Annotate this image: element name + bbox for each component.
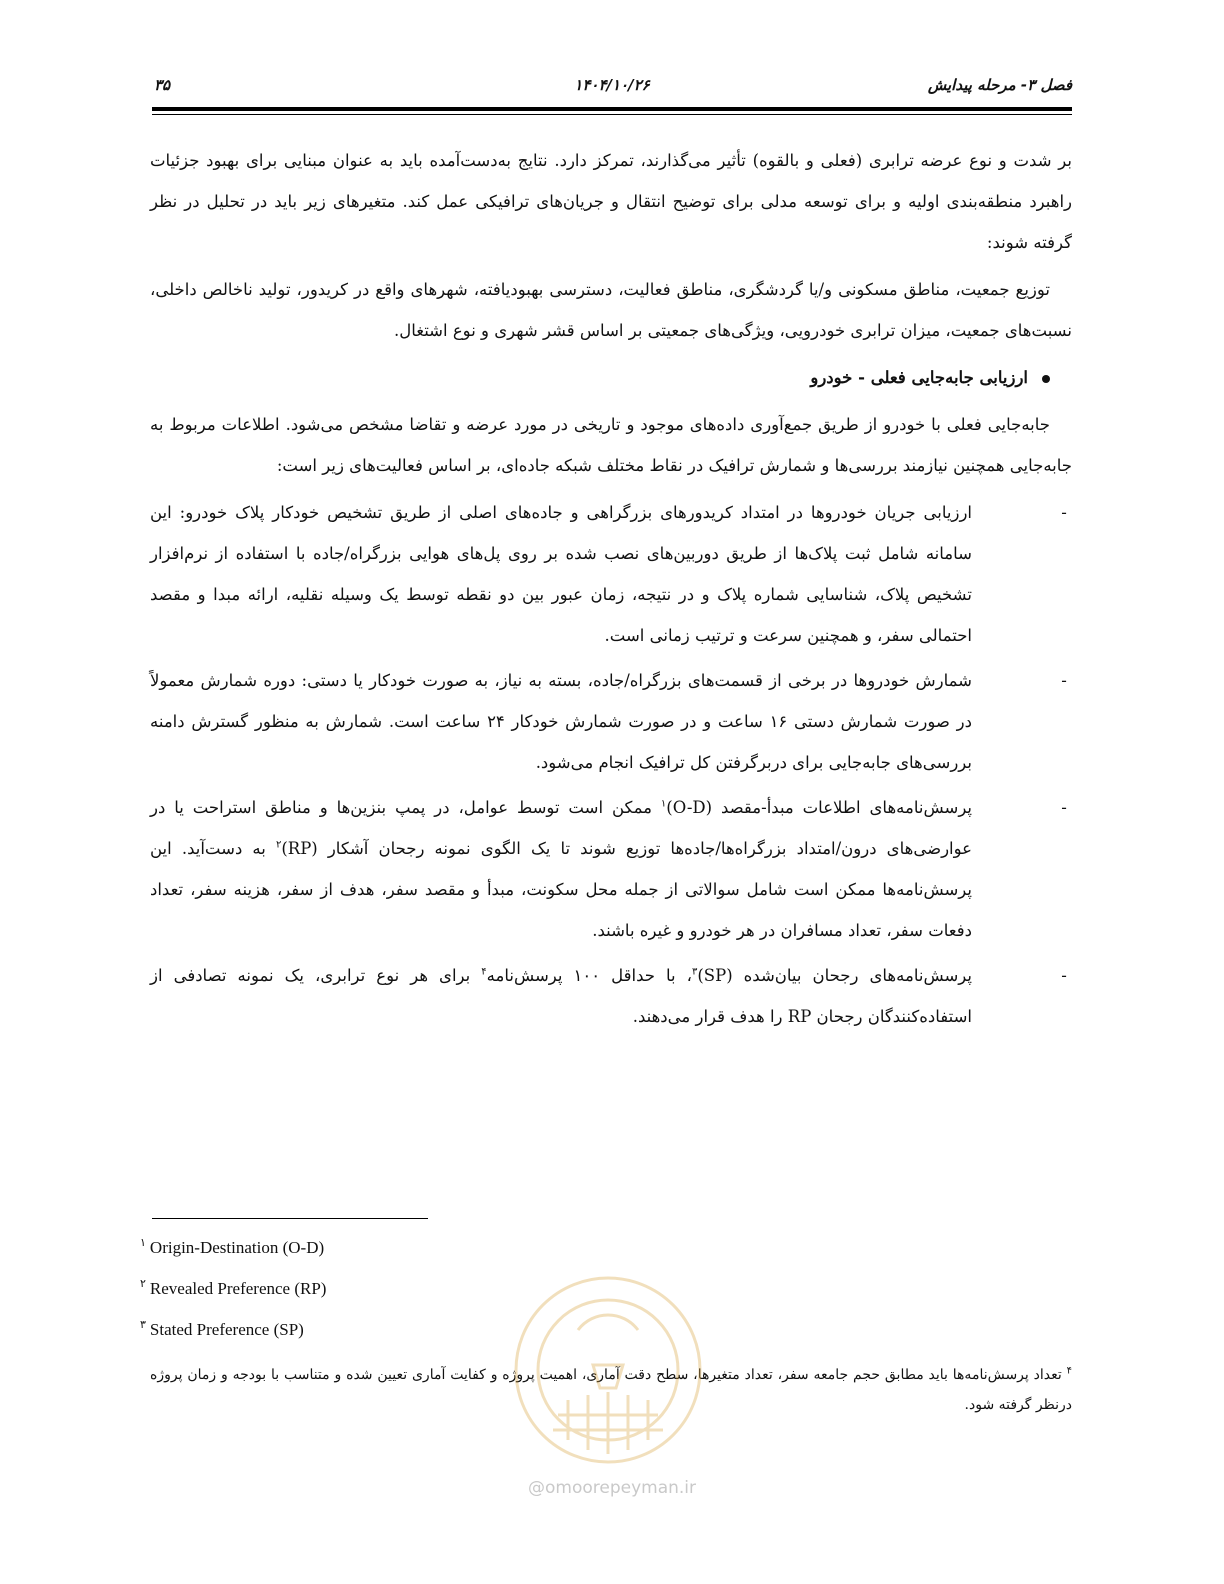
bullet-heading	[150, 357, 1072, 398]
bullet-heading-text: ارزیابی جابه‌جایی فعلی - خودرو	[810, 368, 1028, 387]
footnote-1	[140, 1238, 324, 1258]
footnote-text: Origin-Destination (O-D)	[149, 1238, 325, 1257]
paragraph: جابه‌جایی فعلی با خودرو از طریق جمع‌آوری داده‌های موجود و تاریخی در مورد عرضه و تقاضا مشخص می‌شود. اطلاعات مربوط به جابه‌جایی همچنین نیازمند بررسی‌ها و شمارش ترافیک در نقاط مختلف شبکه جاده‌ای، بر اساس فعالیت‌های زیر است:	[150, 415, 1072, 475]
footnote-ref: ۴	[481, 966, 487, 978]
list-item-text: ممکن است توسط عوامل، در پمپ بنزین‌ها و مناطق استراحت یا در عوارضی‌های درون/امتداد بزرگراه‌ها/جاده‌ها توزیع شوند تا یک الگوی نمونه رجحان آشکار (RP)	[150, 798, 973, 858]
bullet-icon	[1042, 375, 1050, 383]
page-header	[152, 76, 1072, 102]
footnote-number: ۴	[1066, 1365, 1072, 1377]
list-item-text: ، با حداقل ۱۰۰ پرسش‌نامه	[486, 966, 692, 985]
paragraph: بر شدت و نوع عرضه ترابری (فعلی و بالقوه) تأثیر می‌گذارند، تمرکز دارد. نتایج به‌دست‌آمده باید به عنوان مبنایی برای بهبود جزئیات راهبرد منطقه‌بندی اولیه و برای توسعه مدلی برای توضیح انتقال و جریان‌های ترافیکی عمل کند. متغیرهای زیر باید در تحلیل در نظر گرفته شوند:	[150, 151, 1072, 252]
list-item	[150, 787, 1067, 951]
footnote-ref: ۱	[660, 798, 667, 810]
header-date: ۱۴۰۴/۱۰/۲۶	[574, 76, 650, 94]
header-rule-thin	[152, 114, 1072, 115]
footnote-text: Revealed Preference (RP)	[149, 1279, 327, 1298]
list-item-text: ارزیابی جریان خودروها در امتداد کریدورهای بزرگراهی و جاده‌های اصلی از طریق تشخیص خودکار پلاک خودرو: این سامانه شامل ثبت پلاک‌ها از طریق دوربین‌های نصب شده بر روی پل‌های هوایی بزرگراه/جاده با استفاده از نرم‌افزار تشخیص پلاک، شناسایی شماره پلاک و در نتیجه، زمان عبور بین دو نقطه توسط یک وسیله نقلیه، ارائه مبدا و مقصد احتمالی سفر، و همچنین سرعت و ترتیب زمانی است.	[150, 503, 972, 645]
header-rule-thick	[152, 107, 1072, 111]
dash-marker: -	[1061, 503, 1067, 522]
footnote-number: ۱	[140, 1237, 146, 1250]
paragraph: توزیع جمعیت، مناطق مسکونی و/یا گردشگری، مناطق فعالیت، دسترسی بهبودیافته، شهرهای واقع در کریدور، تولید ناخالص داخلی، نسبت‌های جمعیت، میزان ترابری خودرویی، ویژگی‌های جمعیتی بر اساس قشر شهری و نوع اشتغال.	[150, 280, 1072, 340]
footnote-ref: ۲	[275, 839, 282, 851]
list-item	[150, 492, 1067, 656]
footnote-number: ۲	[140, 1278, 146, 1291]
list-item	[150, 955, 1067, 1037]
footnote-number: ۳	[140, 1319, 146, 1332]
body-text	[150, 140, 1072, 1041]
page-number: ۳۵	[154, 76, 171, 94]
watermark-logo-icon	[508, 1270, 708, 1470]
dash-marker: -	[1061, 671, 1067, 690]
list-item-text: پرسش‌نامه‌های رجحان بیان‌شده (SP)	[697, 966, 972, 985]
activity-list	[150, 492, 1072, 1037]
list-item-text: پرسش‌نامه‌های اطلاعات مبدأ-مقصد (O-D)	[666, 798, 973, 817]
dash-marker: -	[1061, 798, 1067, 817]
watermark-site: @omoorepeyman.ir	[527, 1478, 697, 1498]
list-item	[150, 660, 1067, 783]
footnote-text: تعداد پرسش‌نامه‌ها باید مطابق حجم جامعه سفر، تعداد متغیرها، سطح دقت آماری، اهمیت پروژه و کفایت آماری تعیین شده و متناسب با بودجه و زمان پروژه درنظر گرفته شود.	[150, 1367, 1072, 1413]
list-item-text: برای هر نوع ترابری، یک نمونه تصادفی از استفاده‌کنندگان رجحان RP را هدف قرار می‌دهند.	[150, 966, 972, 1026]
footnote-separator	[152, 1218, 428, 1219]
footnote-2	[140, 1279, 326, 1299]
list-item-text: به دست‌آید. این پرسش‌نامه‌ها ممکن است شامل سوالاتی از جمله محل سکونت، مبدأ و مقصد سفر، هدف از سفر، هزینه سفر، تعداد دفعات سفر، تعداد مسافران در هر خودرو و غیره باشند.	[150, 839, 972, 940]
footnote-3	[140, 1320, 304, 1340]
dash-marker: -	[1061, 966, 1067, 985]
chapter-title: فصل ۳- مرحله پیدایش	[927, 76, 1072, 94]
list-item-text: شمارش خودروها در برخی از قسمت‌های بزرگراه/جاده، بسته به نیاز، به صورت خودکار یا دستی: دوره شمارش معمولاً در صورت شمارش دستی ۱۶ ساعت و در صورت شمارش خودکار ۲۴ ساعت است. شمارش به منظور گسترش دامنه بررسی‌های جابه‌جایی برای دربرگرفتن کل ترافیک انجام می‌شود.	[150, 671, 972, 772]
footnote-ref: ۳	[691, 966, 698, 978]
footnote-text: Stated Preference (SP)	[149, 1320, 304, 1339]
